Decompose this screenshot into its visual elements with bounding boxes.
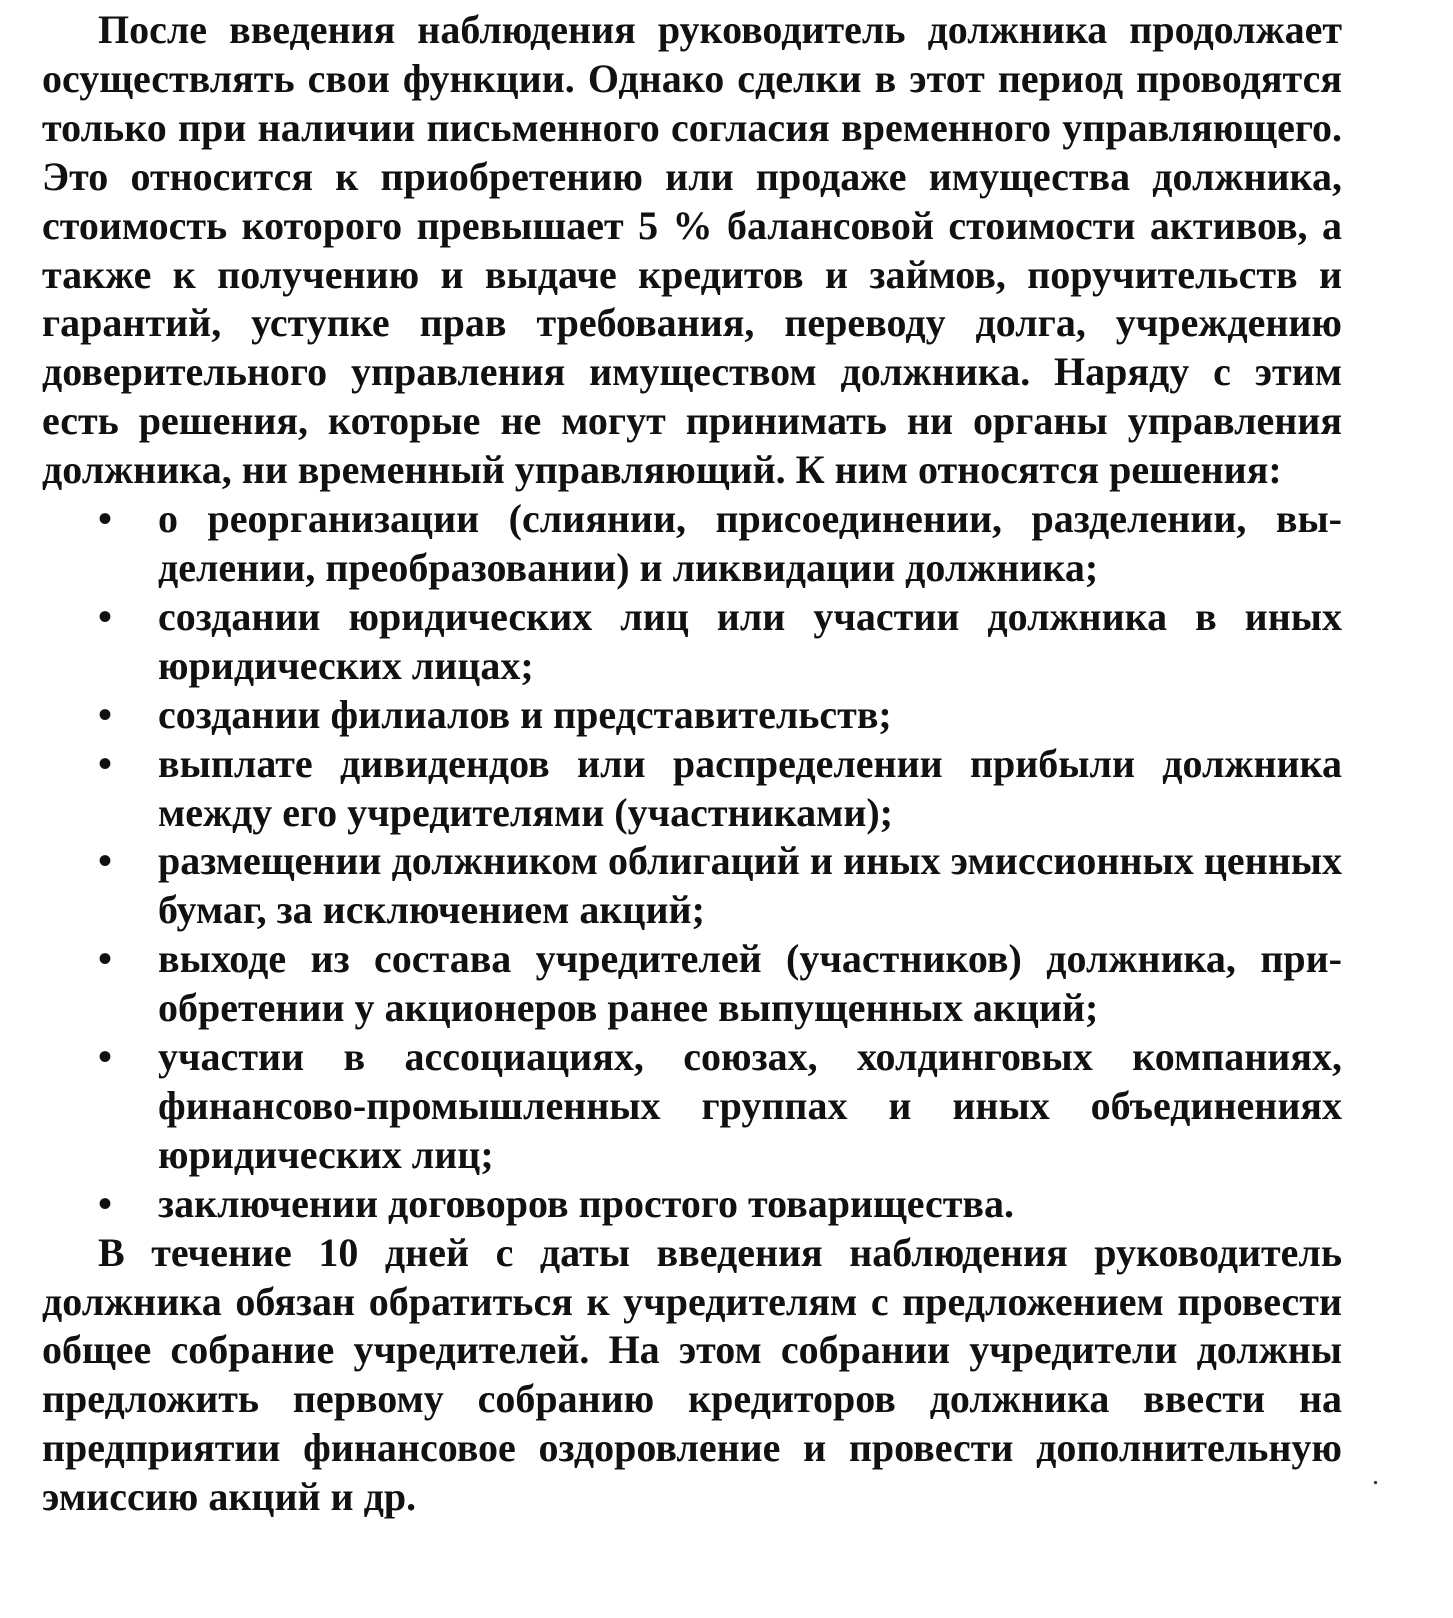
list-item-text: создании юридических лиц или участии должника в иных юридических лицах; xyxy=(158,593,1342,688)
list-item-text: создании филиалов и представительств; xyxy=(158,691,892,737)
list-item xyxy=(98,1180,1342,1229)
list-item xyxy=(98,593,1342,691)
bullet-icon: • xyxy=(98,936,113,982)
bullet-icon: • xyxy=(98,838,113,884)
list-item xyxy=(98,495,1342,593)
list-item-text: о реорганизации (слиянии, присоединении, разделении, выделении, преобразовании) и ликвидации должника; xyxy=(158,496,1342,590)
list-item-text: выплате дивидендов или распределении прибыли должника между его учредителями (участниками); xyxy=(158,740,1342,835)
bullet-icon: • xyxy=(98,1034,113,1080)
bullet-icon: • xyxy=(98,740,113,786)
list-item-text: размещении должником облигаций и иных эмиссионных ценных бумаг, за исключением акций; xyxy=(158,838,1342,933)
paragraph-closing: В течение 10 дней с даты введения наблюдения руководитель должника обязан обратиться к учредителям с предложением провести общее собрание учредителей. На этом собрании учредители должны предложить первому собранию кредиторов должника ввести на предприятии финансовое оздоровление и провести дополнительную эмиссию акций и др. xyxy=(42,1229,1342,1520)
list-item-text: участии в ассоциациях, союзах, холдинговых компаниях, финансово-промышленных группах и иных объединениях юридических лиц; xyxy=(158,1034,1342,1177)
bullet-icon: • xyxy=(98,496,113,542)
list-item xyxy=(98,691,1342,740)
document-page xyxy=(42,6,1342,1522)
stray-mark: . xyxy=(1372,1460,1379,1491)
list-item xyxy=(98,837,1342,935)
list-item-text: заключении договоров простого товарищества. xyxy=(158,1180,1015,1226)
bullet-icon: • xyxy=(98,1180,113,1226)
list-item xyxy=(98,1033,1342,1180)
list-item xyxy=(98,740,1342,838)
paragraph-intro: После введения наблюдения руководитель должника продолжает осуществлять свои функции. Однако сделки в этот период проводятся только при наличии письменного согласия временного управляющего. Это относится к приобретению или продаже имущества должника, стоимость которого превышает 5 % балансовой стоимости активов, а также к получению и выдаче кредитов и займов, поручительств и гарантий, уступке прав требования, переводу долга, учреждению доверительного управления имуществом должника. Наряду с этим есть решения, которые не могут принимать ни органы управления должника, ни временный управляющий. К ним относятся решения: xyxy=(42,7,1342,493)
bullet-icon: • xyxy=(98,593,113,639)
list-item xyxy=(98,935,1342,1033)
list-item-text: выходе из состава учредителей (участников) должника, приобретении у акционеров ранее выпущенных акций; xyxy=(158,936,1342,1031)
decisions-list xyxy=(42,495,1342,1229)
bullet-icon: • xyxy=(98,691,113,737)
